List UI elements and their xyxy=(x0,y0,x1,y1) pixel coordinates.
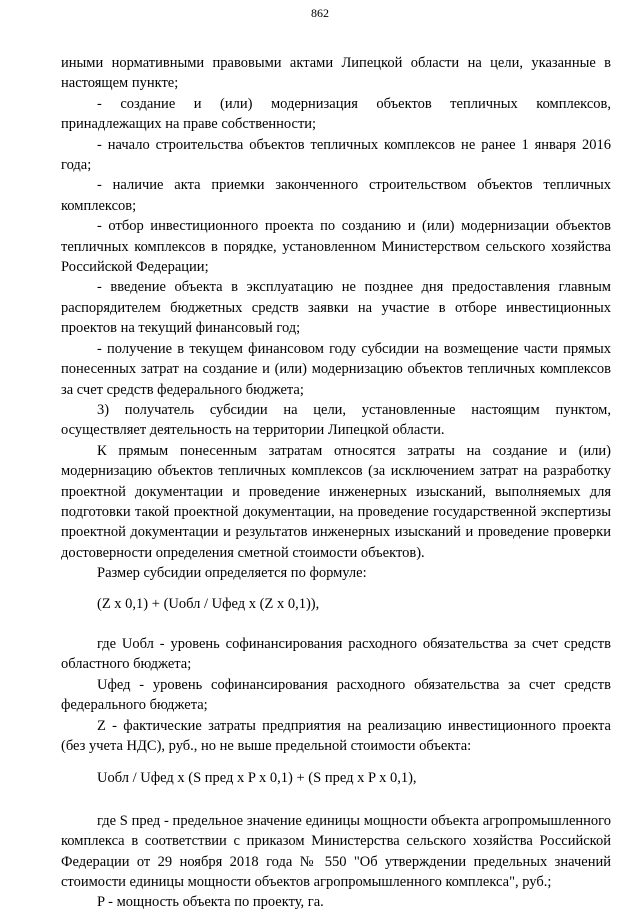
paragraph: К прямым понесенным затратам относятся затраты на создание и (или) модернизацию объектов тепличных комплексов (за исключением затрат на разработку проектной документации и проведение инженерных изысканий, выполняемых для подготовки такой проектной документации, на проведение государственной экспертизы проектной документации и результатов инженерных изысканий и проведение проверки достоверности определения сметной стоимости объектов). xyxy=(61,442,611,561)
paragraph: где Uобл - уровень софинансирования расходного обязательства за счет средств областного бюджета; xyxy=(61,635,611,673)
document-body xyxy=(61,53,611,913)
paragraph: - наличие акта приемки законченного строительством объектов тепличных комплексов; xyxy=(61,177,611,214)
paragraph: где S пред - предельное значение единицы мощности объекта агропромышленного комплекса в соответствии с приказом Министерства сельского хозяйства Российской Федерации от 29 ноября 2018 года № 550 "Об утверждении предельных значений стоимости единицы мощности объектов агропромышленного комплекса", руб.; xyxy=(61,812,611,891)
paragraph: Размер субсидии определяется по формуле: xyxy=(97,565,367,582)
paragraph: - получение в текущем финансовом году субсидии на возмещение части прямых понесенных затрат на создание и (или) модернизацию объектов тепличных комплексов за счет средств федерального бюджета; xyxy=(61,340,611,398)
paragraph: - начало строительства объектов тепличных комплексов не ранее 1 января 2016 года; xyxy=(61,136,611,174)
paragraph: - создание и (или) модернизация объектов тепличных комплексов, принадлежащих на праве собственности; xyxy=(61,95,611,133)
paragraph: - отбор инвестиционного проекта по созданию и (или) модернизации объектов тепличных комплексов в порядке, установленном Министерством сельского хозяйства Российской Федерации; xyxy=(61,218,611,276)
paragraph: P - мощность объекта по проекту, га. xyxy=(97,894,324,911)
page-number: 862 xyxy=(311,6,329,20)
paragraph: Z - фактические затраты предприятия на реализацию инвестиционного проекта (без учета НДС), руб., но не выше предельной стоимости объекта: xyxy=(61,717,611,754)
paragraph: иными нормативными правовыми актами Липецкой области на цели, указанные в настоящем пункте; xyxy=(61,55,611,92)
paragraph: - введение объекта в эксплуатацию не позднее дня предоставления главным распорядителем бюджетных средств заявки на участие в отборе инвестиционных проектов на текущий финансовый год; xyxy=(61,279,611,337)
paragraph: Uфед - уровень софинансирования расходного обязательства за счет средств федерального бюджета; xyxy=(61,676,611,714)
formula-limit: Uобл / Uфед x (S пред x P x 0,1) + (S пред x P x 0,1), xyxy=(97,770,417,787)
formula-subsidy: (Z x 0,1) + (Uобл / Uфед x (Z x 0,1)), xyxy=(97,595,320,612)
paragraph: 3) получатель субсидии на цели, установленные настоящим пунктом, осуществляет деятельность на территории Липецкой области. xyxy=(61,401,611,439)
